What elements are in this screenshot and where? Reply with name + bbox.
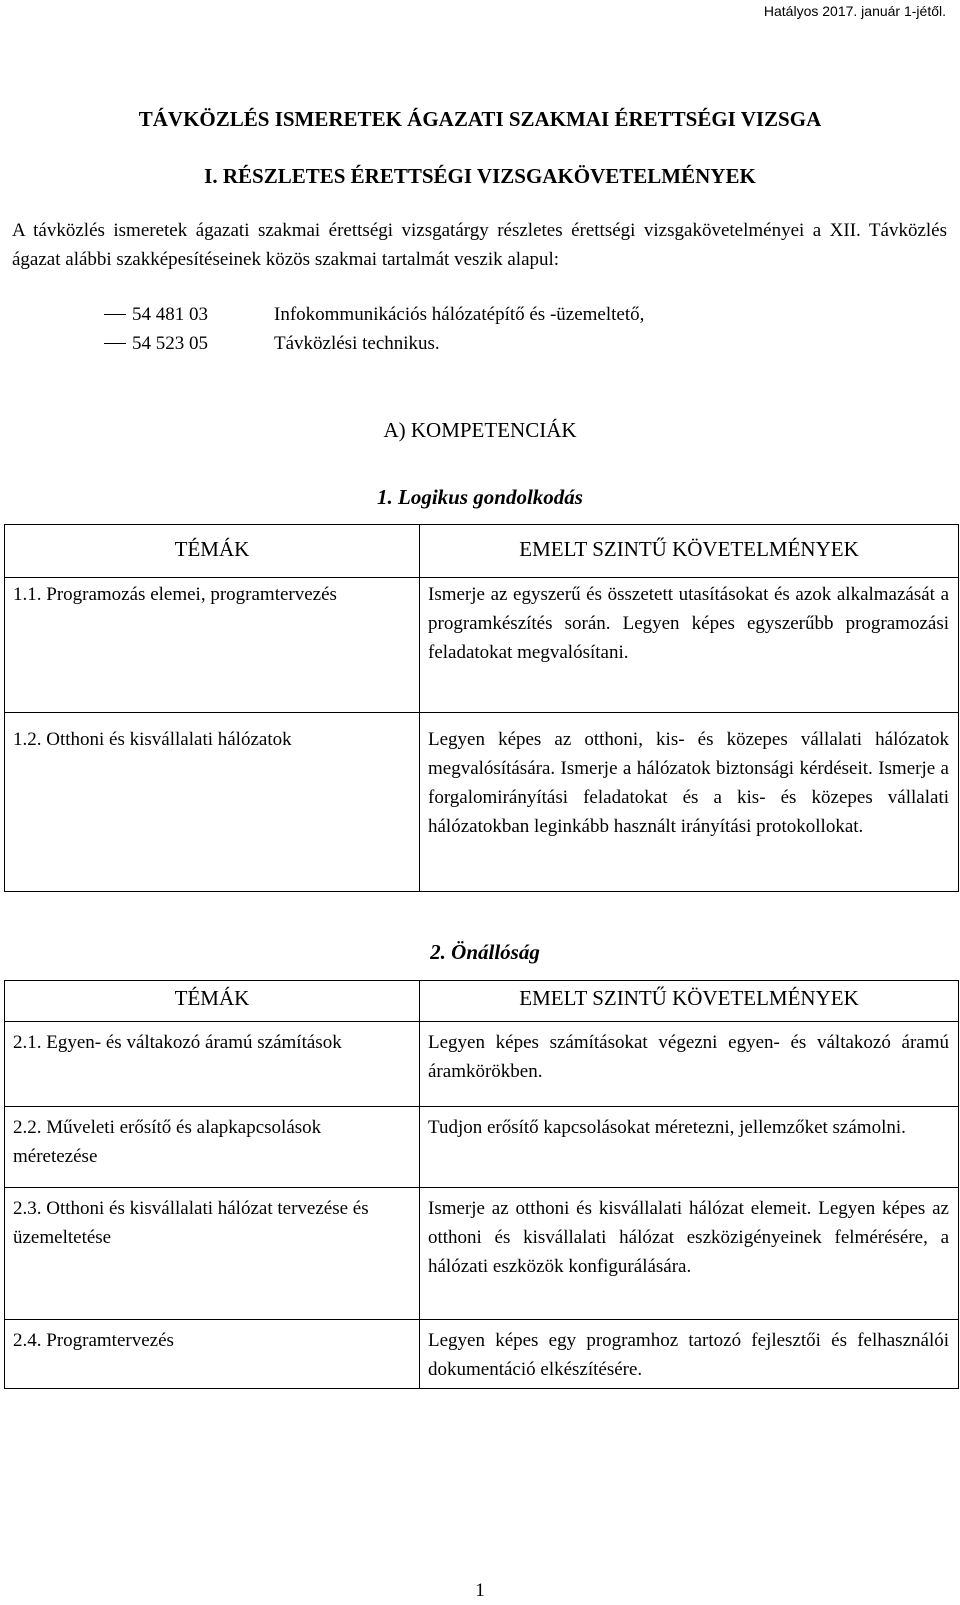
category-title: 2. Önállóság: [430, 940, 540, 964]
column-header-requirements: EMELT SZINTŰ KÖVETELMÉNYEK: [420, 981, 959, 1022]
validity-note: Hatályos 2017. január 1-jétől.: [763, 3, 946, 19]
column-header-topics: TÉMÁK: [5, 525, 420, 578]
table-row: [5, 1107, 959, 1188]
competencies-heading: A) KOMPETENCIÁK: [383, 418, 577, 442]
intro-paragraph: A távközlés ismeretek ágazati szakmai érettségi vizsgatárgy részletes érettségi vizsgakövetelményei a XII. Távközlés ágazat alábbi szakképesítéseinek közös szakmai tartalmát veszik alapul:: [12, 220, 947, 270]
requirement-cell: Legyen képes az otthoni, kis- és közepes vállalati hálózatok megvalósítására. Ismerje a hálózatok biztonsági kérdéseit. Ismerje a forgalomirányítási feladatokat és a kis- és közepes vállalati hálózatokban leginkább használt irányítási protokollokat.: [428, 729, 949, 837]
qualification-name: Infokommunikációs hálózatépítő és -üzemeltető,: [274, 304, 645, 325]
requirements-table: [4, 524, 959, 892]
table-row: [5, 1320, 959, 1389]
requirement-cell: Tudjon erősítő kapcsolásokat méretezni, jellemzőket számolni.: [428, 1117, 906, 1138]
column-header-requirements: EMELT SZINTŰ KÖVETELMÉNYEK: [420, 525, 959, 578]
table-row: [5, 1188, 959, 1320]
qualification-item: [12, 300, 947, 329]
table-row: [5, 1022, 959, 1107]
requirement-cell: Ismerje az egyszerű és összetett utasításokat és azok alkalmazását a programkészítés során. Legyen képes egyszerűbb programozási feladatokat megvalósítani.: [428, 584, 949, 663]
qualification-item: [12, 329, 947, 358]
requirement-cell: Legyen képes egy programhoz tartozó fejlesztői és felhasználói dokumentáció elkészítésére.: [428, 1330, 949, 1380]
column-header-topics: TÉMÁK: [5, 981, 420, 1022]
topic-cell: 2.2. Műveleti erősítő és alapkapcsolások méretezése: [13, 1117, 322, 1167]
dash-bullet: [104, 314, 126, 315]
document-title: TÁVKÖZLÉS ISMERETEK ÁGAZATI SZAKMAI ÉRETTSÉGI VIZSGA: [138, 107, 822, 131]
qualification-list: [12, 300, 947, 358]
qualification-code: 54 523 05: [132, 333, 208, 354]
topic-cell: 1.2. Otthoni és kisvállalati hálózatok: [13, 729, 292, 750]
category-title: 1. Logikus gondolkodás: [377, 485, 583, 509]
section-title: I. RÉSZLETES ÉRETTSÉGI VIZSGAKÖVETELMÉNYEK: [204, 164, 756, 188]
requirements-table: [4, 980, 959, 1389]
dash-bullet: [104, 343, 126, 344]
topic-cell: 2.3. Otthoni és kisvállalati hálózat tervezése és üzemeltetése: [13, 1198, 369, 1248]
table-row: [5, 578, 959, 713]
topic-cell: 2.4. Programtervezés: [13, 1330, 174, 1351]
requirement-cell: Legyen képes számításokat végezni egyen- és váltakozó áramú áramkörökben.: [428, 1032, 949, 1082]
qualification-code: 54 481 03: [132, 304, 208, 325]
qualification-name: Távközlési technikus.: [274, 333, 440, 354]
table-row: [5, 713, 959, 892]
topic-cell: 2.1. Egyen- és váltakozó áramú számítások: [13, 1032, 342, 1053]
topic-cell: 1.1. Programozás elemei, programtervezés: [13, 584, 337, 605]
requirement-cell: Ismerje az otthoni és kisvállalati hálózat elemeit. Legyen képes az otthoni és kisvállalati hálózat eszközigényeinek felmérésére, a hálózati eszközök konfigurálására.: [428, 1198, 949, 1277]
page-number: 1: [475, 1580, 485, 1601]
